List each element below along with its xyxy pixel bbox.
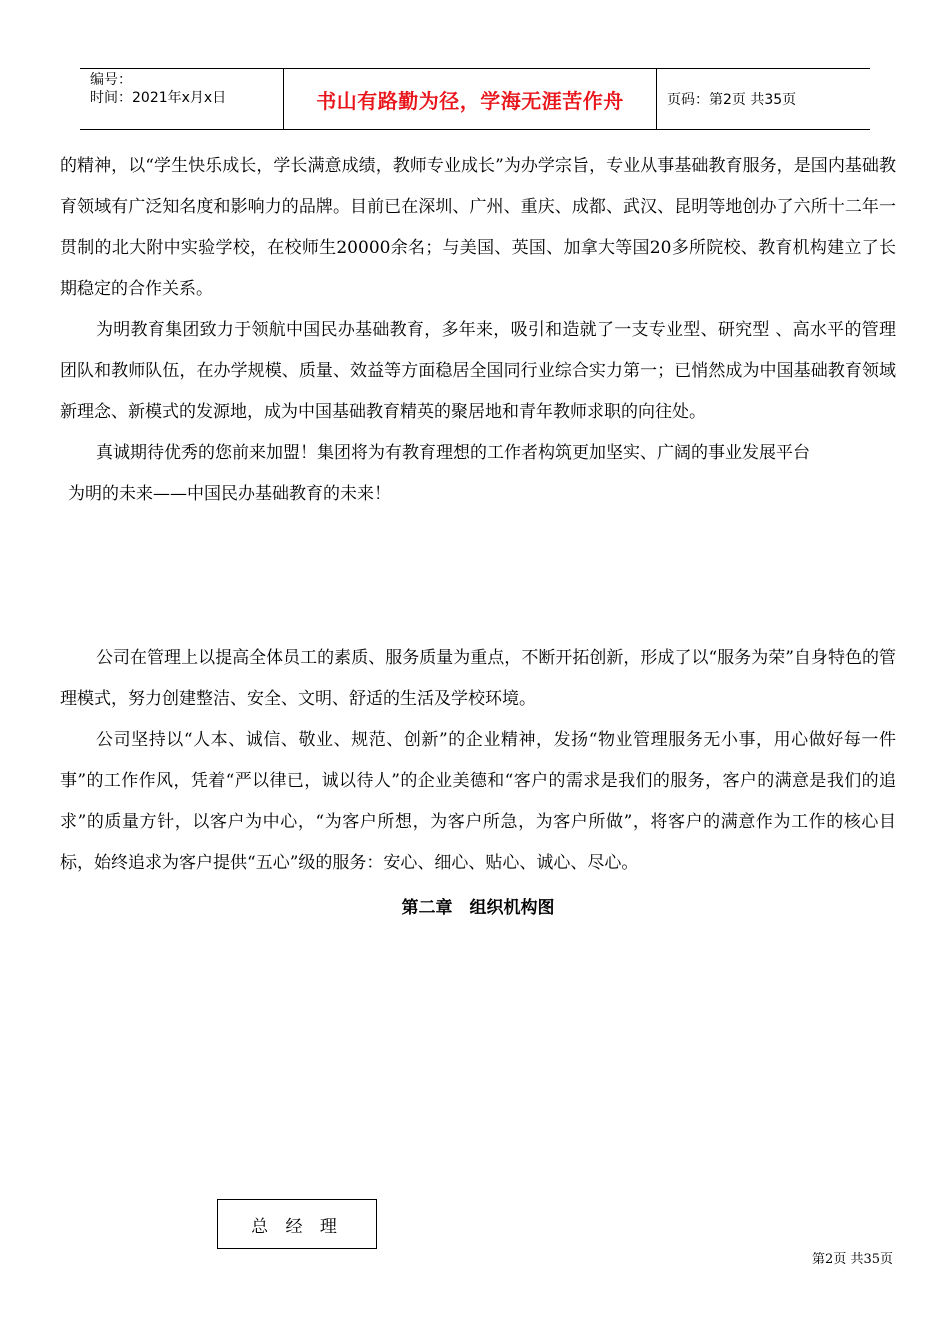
document-body [60, 146, 896, 929]
page-header [80, 68, 870, 130]
blank-space [60, 515, 896, 638]
chapter-title: 第二章 组织机构图 [401, 898, 555, 918]
paragraph-1: 的精神，以“学生快乐成长，学长满意成绩，教师专业成长”为办学宗旨，专业从事基础教育服务，是国内基础教育领域有广泛知名度和影响力的品牌。目前已在深圳、广州、重庆、成都、武汉、昆明等地创办了六所十二年一贯制的北大附中实验学校，在校师生20000余名；与美国、英国、加拿大等国20多所院校、教育机构建立了长期稳定的合作关系。 [60, 156, 896, 299]
paragraph-3: 真诚期待优秀的您前来加盟！集团将为有教育理想的工作者构筑更加坚实、广阔的事业发展平台 [96, 443, 810, 463]
paragraph-2: 为明教育集团致力于领航中国民办基础教育，多年来，吸引和造就了一支专业型、研究型 、高水平的管理团队和教师队伍，在办学规模、质量、效益等方面稳居全国同行业综合实力第一；已悄然成为中国基础教育领域新理念、新模式的发源地，成为中国基础教育精英的聚居地和青年教师求职的向往处。 [60, 320, 896, 422]
number-label: 编号： [90, 72, 132, 88]
footer-page-number: 第2页 共35页 [812, 1252, 893, 1267]
paragraph-4: 为明的未来——中国民办基础教育的未来！ [68, 484, 391, 504]
paragraph-5: 公司在管理上以提高全体员工的素质、服务质量为重点，不断开拓创新，形成了以“服务为荣”自身特色的管理模式，努力创建整洁、安全、文明、舒适的生活及学校环境。 [60, 648, 896, 709]
header-meta [80, 69, 284, 129]
time-label: 时间：2021年x月x日 [90, 90, 227, 106]
header-motto: 书山有路勤为径，学海无涯苦作舟 [284, 69, 657, 129]
header-page-number: 页码：第2页 共35页 [667, 92, 797, 108]
org-chart-general-manager-box: 总 经 理 [217, 1199, 377, 1249]
paragraph-6: 公司坚持以“人本、诚信、敬业、规范、创新”的企业精神，发扬“物业管理服务无小事，用心做好每一件事”的工作作风，凭着“严以律已，诚以待人”的企业美德和“客户的需求是我们的服务，客户的满意是我们的追求”的质量方针，以客户为中心，“为客户所想，为客户所急，为客户所做”，将客户的满意作为工作的核心目标，始终追求为客户提供“五心”级的服务：安心、细心、贴心、诚心、尽心。 [60, 730, 896, 873]
